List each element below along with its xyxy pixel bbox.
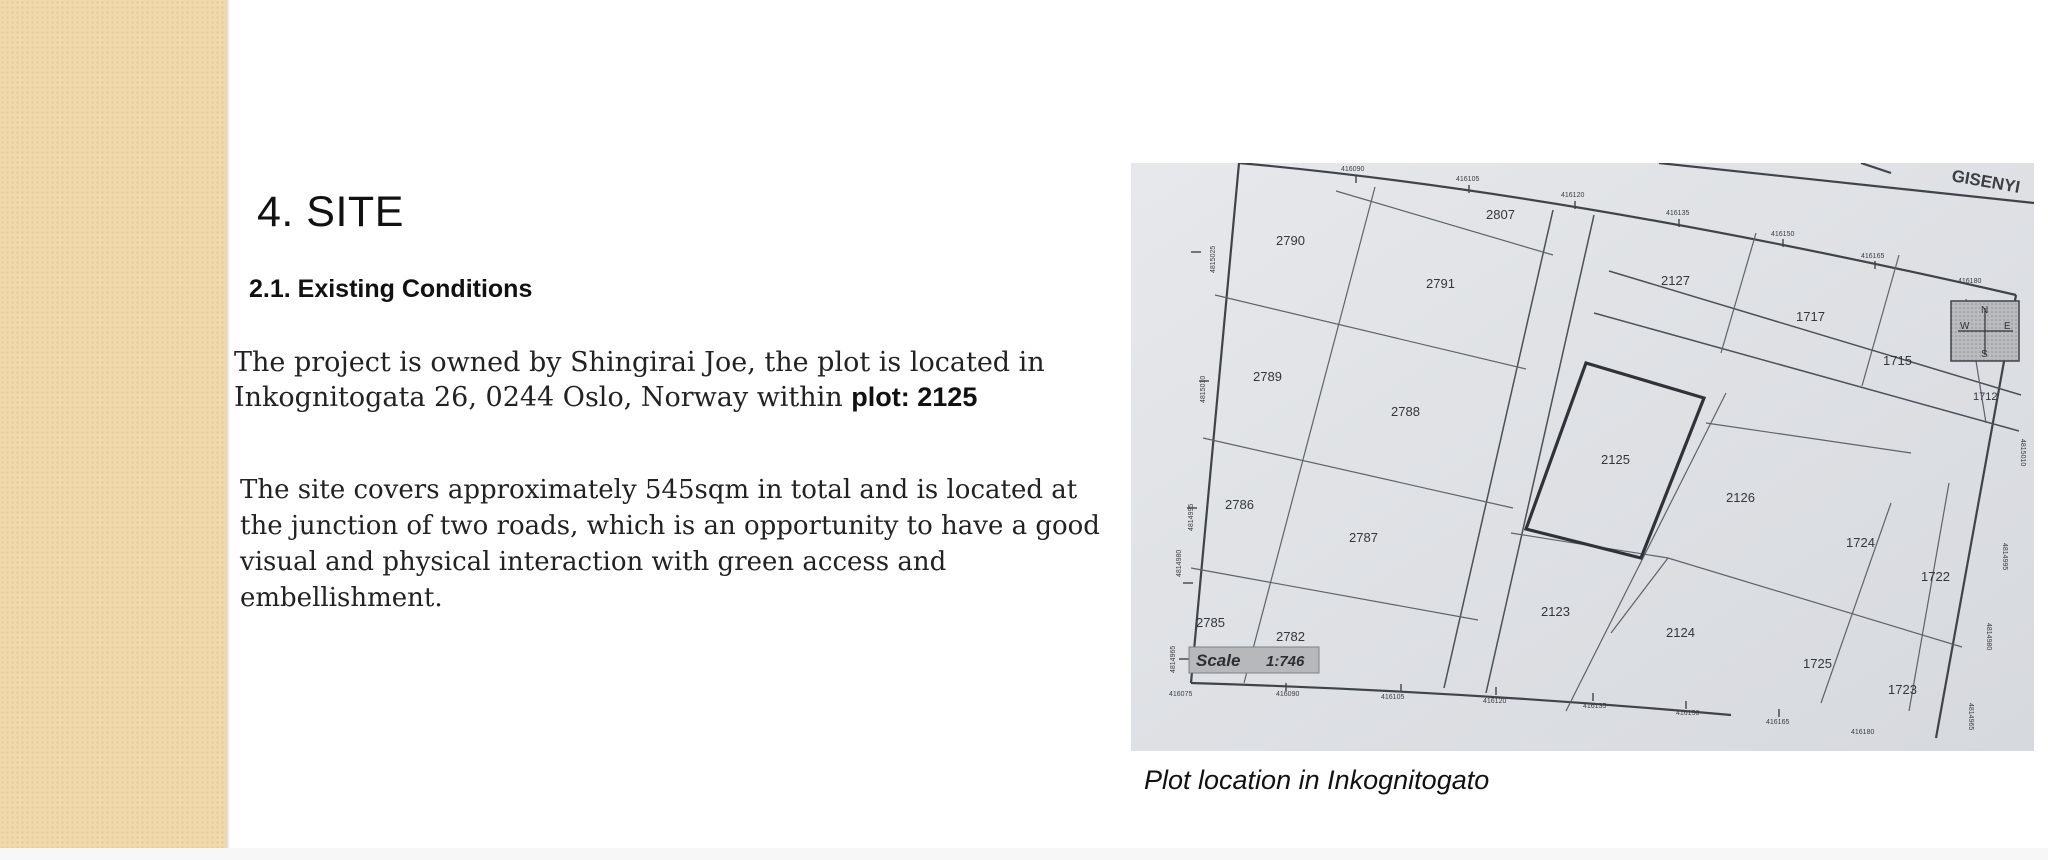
- plot-label: 2786: [1225, 497, 1254, 512]
- plot-label: 1722: [1921, 569, 1950, 584]
- scale-label: Scale: [1196, 651, 1241, 670]
- coord-label: 4815025: [1210, 245, 1217, 273]
- street-label: GISENYI: [1950, 166, 2022, 197]
- plot-label: 1725: [1803, 656, 1832, 671]
- compass-letter: W: [1960, 321, 1970, 332]
- coord-label: 416105: [1381, 694, 1405, 701]
- plot-label: 2123: [1541, 604, 1570, 619]
- plot-label: 1724: [1846, 535, 1875, 550]
- plot-number: plot: 2125: [851, 382, 978, 412]
- coord-label: 416090: [1341, 166, 1365, 173]
- compass-letter: N: [1981, 305, 1989, 316]
- coord-label: 416120: [1561, 192, 1585, 199]
- coord-label: 4814995: [2001, 543, 2008, 571]
- compass-letter: S: [1981, 349, 1988, 360]
- ownership-paragraph: [234, 345, 1134, 415]
- coord-label: 416090: [1276, 691, 1300, 698]
- compass-letter: E: [2004, 321, 2011, 332]
- cadastral-map: [1131, 163, 2034, 751]
- section-subtitle: 2.1. Existing Conditions: [249, 275, 533, 303]
- coord-label: 416135: [1666, 210, 1690, 217]
- coord-label: 4814980: [1176, 549, 1183, 577]
- cadastral-map-photo: [1131, 163, 2034, 751]
- coord-label: 416180: [1851, 729, 1875, 736]
- coord-label: 416165: [1861, 253, 1885, 260]
- plot-label: 2127: [1661, 273, 1690, 288]
- coord-label: 4815010: [2019, 439, 2026, 467]
- site-description-paragraph: The site covers approximately 545sqm in total and is located at the junction of two roads, which is an opportunity to have a good visual and physical interaction with green access and embellishment.: [240, 475, 1100, 613]
- plot-label: 2124: [1666, 625, 1695, 640]
- coord-label: 416150: [1676, 710, 1700, 717]
- page-title: 4. SITE: [257, 188, 404, 236]
- coord-label: 416150: [1771, 231, 1795, 238]
- plot-label: 2782: [1276, 629, 1305, 644]
- plot-label: 1717: [1796, 309, 1825, 324]
- plot-label: 2807: [1486, 207, 1515, 222]
- scale-box: [1189, 647, 1319, 673]
- plot-label: 2787: [1349, 530, 1378, 545]
- coord-label: 4814965: [1967, 703, 1974, 731]
- sidebar-divider: [226, 0, 230, 848]
- plot-label: 2785: [1196, 615, 1225, 630]
- plot-label: 2791: [1426, 276, 1455, 291]
- plot-label: 2788: [1391, 404, 1420, 419]
- plot-label: 2790: [1276, 233, 1305, 248]
- coord-label: 4814980: [1985, 623, 1992, 651]
- plot-label: 1712: [1973, 391, 1998, 403]
- scale-value: 1:746: [1266, 653, 1305, 670]
- coord-label: 416075: [1169, 691, 1193, 698]
- ownership-text: The project is owned by Shingirai Joe, the plot is located in Inkognitogata 26, 0244 Oslo, Norway within: [234, 347, 1045, 413]
- compass-rose: [1951, 301, 2019, 361]
- coord-label: 416135: [1583, 703, 1607, 710]
- coord-label: 4814995: [1188, 503, 1195, 531]
- plot-label: 2126: [1726, 490, 1755, 505]
- coord-label: 416165: [1766, 719, 1790, 726]
- map-caption: Plot location in Inkognitogato: [1144, 765, 1490, 795]
- plot-label: 2125: [1601, 452, 1630, 467]
- coord-label: 416180: [1958, 278, 1982, 285]
- decorative-sidebar: [0, 0, 226, 848]
- plot-label: 2789: [1253, 369, 1282, 384]
- coord-label: 4814965: [1170, 645, 1177, 673]
- coord-label: 416120: [1483, 698, 1507, 705]
- coord-label: 416105: [1456, 176, 1480, 183]
- bottom-strip: [0, 848, 2048, 860]
- coord-label: 4815010: [1200, 375, 1207, 403]
- plot-label: 1723: [1888, 682, 1917, 697]
- plot-label: 1715: [1883, 353, 1912, 368]
